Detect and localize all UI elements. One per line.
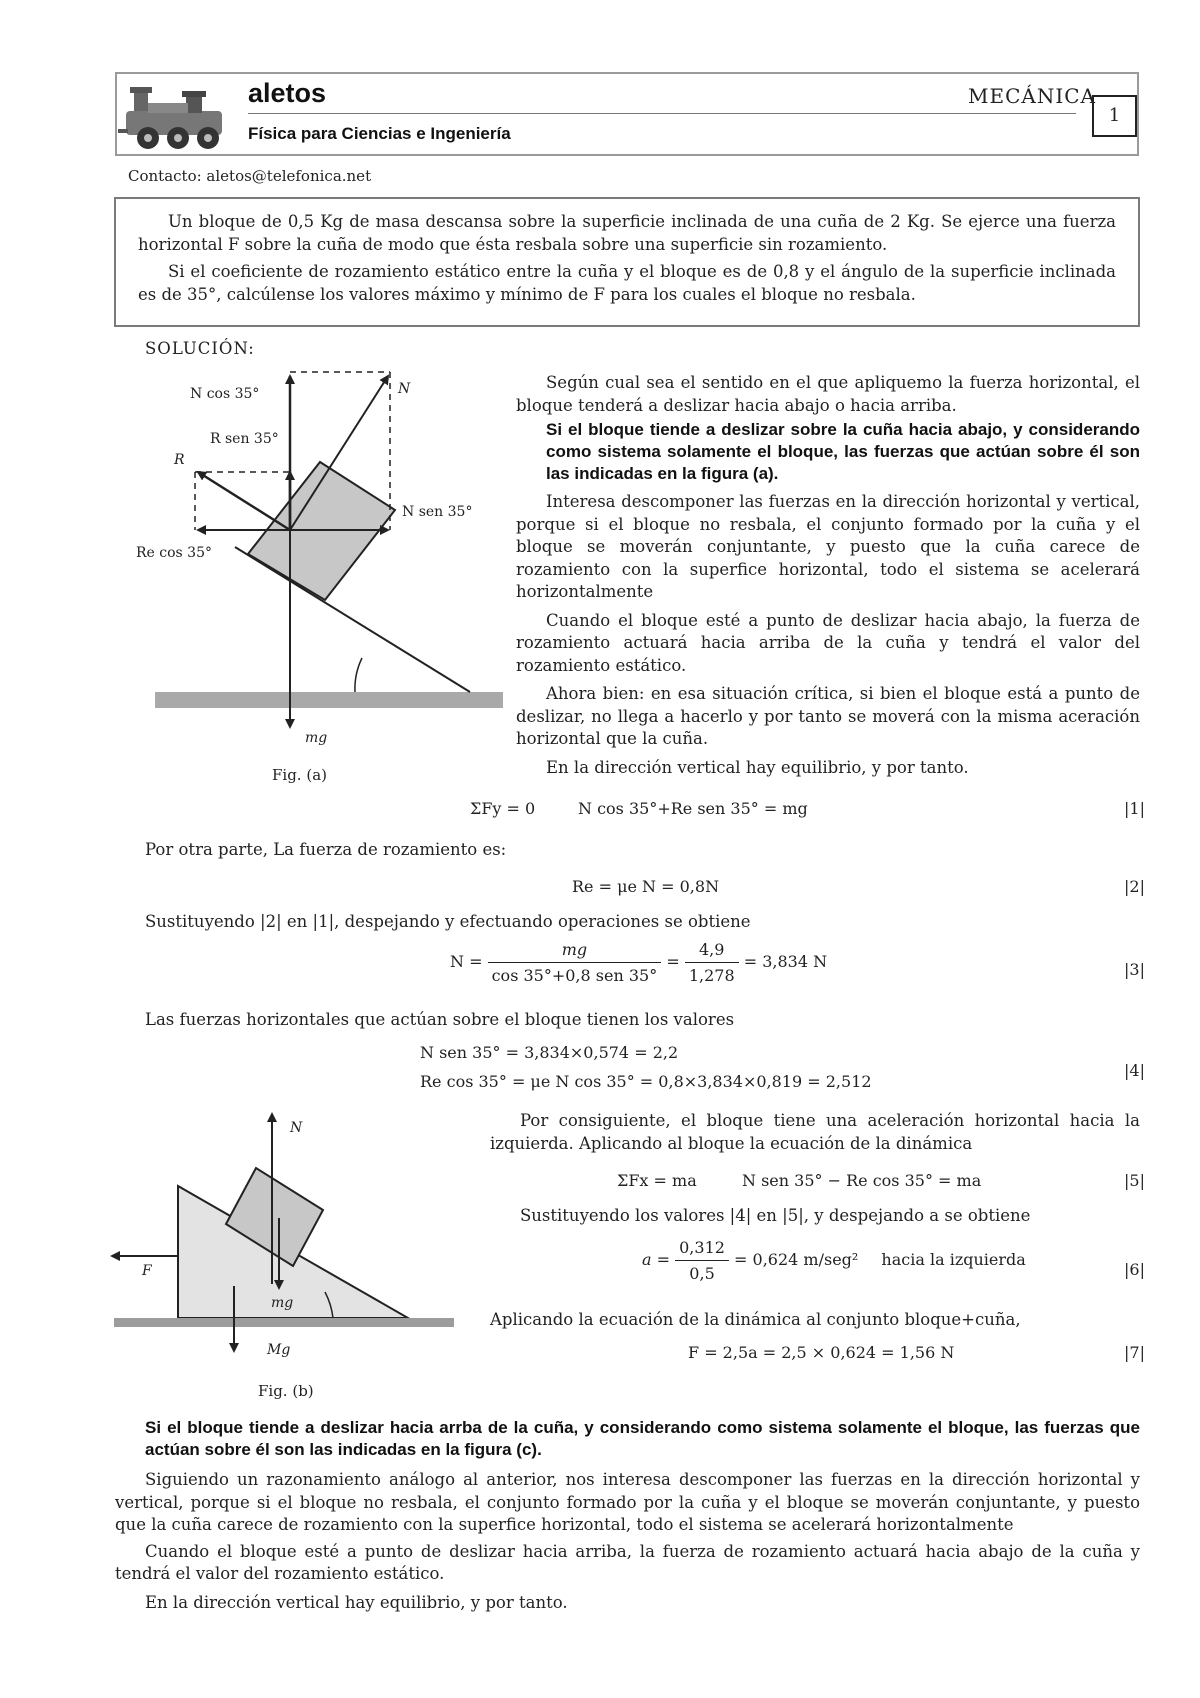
fig-a-label-mg: mg	[305, 730, 328, 746]
fig-a-label-n-cos: N cos 35°	[190, 386, 260, 402]
bottom-text	[115, 1469, 1140, 1614]
solution-paragraph-2: Interesa descomponer las fuerzas en la dirección horizontal y vertical, porque si el bloque no resbala, el conjunto formado por la cuña y el bloque se moverán conjuntante, y puesto que la cuña carece de rozamiento con la superfice horizontal, todo el sistema se acelerará horizontalmente	[516, 492, 1140, 601]
eq3-result: = 3,834 N	[743, 952, 828, 971]
eq3-fraction-1	[488, 940, 662, 985]
header-subtitle: Física para Ciencias e Ingeniería	[248, 124, 511, 143]
right-column-a	[516, 372, 1140, 779]
fig-a-label-n: N	[398, 381, 411, 397]
equation-6-number: |6|	[1124, 1260, 1145, 1279]
contact-email: Contacto: aletos@telefonica.net	[128, 167, 372, 185]
fig-a-label-re-cos: Re cos 35°	[136, 545, 212, 561]
solution-paragraph-11: Aplicando la ecuación de la dinámica al conjunto bloque+cuña,	[490, 1310, 1021, 1329]
equation-3-number: |3|	[1124, 960, 1145, 979]
eq3-numerator-2: 4,9	[685, 940, 739, 963]
solution-paragraph-5: En la dirección vertical hay equilibrio, y por tanto.	[546, 757, 969, 777]
problem-statement	[114, 197, 1140, 327]
equation-3: N = $\frac{mg}{\text{cos 35°+0,8 sen 35°}}$ = $\frac{4,9}{1,278}$ = 3,834 N	[450, 940, 828, 985]
problem-paragraph-2: Si el coeficiente de rozamiento estático entre la cuña y el bloque es de 0,8 y el ángulo de la superficie inclinada es de 35°, calcúlense los valores máximo y mínimo de F para los cuales el bloque no resbala.	[138, 262, 1116, 304]
eq3-numerator-1: mg	[488, 940, 662, 963]
fig-b-label-f: F	[142, 1263, 152, 1279]
train-logo-icon	[118, 73, 236, 153]
fig-a-label-n-sen: N sen 35°	[402, 504, 473, 520]
header-rule	[248, 113, 1076, 114]
solution-label: SOLUCIÓN:	[145, 339, 255, 358]
eq3-lhs: N =	[450, 952, 483, 971]
eq6-direction: hacia la izquierda	[881, 1250, 1026, 1269]
fig-b-label-n: N	[290, 1120, 303, 1136]
section-name: MECÁNICA	[968, 84, 1096, 108]
eq3-fraction-2	[685, 940, 739, 985]
solution-paragraph-6: Por otra parte, La fuerza de rozamiento es:	[145, 840, 507, 859]
right-column-b	[490, 1110, 1140, 1155]
solution-paragraph-8: Las fuerzas horizontales que actúan sobre el bloque tienen los valores	[145, 1010, 735, 1029]
equation-7-number: |7|	[1124, 1343, 1145, 1362]
fig-a-label-r: R	[174, 452, 185, 468]
page-number: 1	[1092, 95, 1137, 137]
solution-paragraph-3: Cuando el bloque esté a punto de deslizar hacia abajo, la fuerza de rozamiento actuará hacia arriba de la cuña y tendrá el valor del rozamiento estático.	[516, 610, 1140, 675]
equation-4-number: |4|	[1124, 1061, 1145, 1080]
fig-b-label-mg: mg	[271, 1295, 294, 1311]
solution-paragraph-4: Ahora bien: en esa situación crítica, si bien el bloque está a punto de deslizar, no llega a hacerlo y por tanto se moverá con la misma aceración horizontal que la cuña.	[516, 684, 1140, 748]
eq3-denominator-2: 1,278	[688, 966, 735, 985]
equation-1-right: N cos 35°+Re sen 35° = mg	[578, 799, 808, 818]
equation-5-number: |5|	[1124, 1171, 1145, 1190]
eq6-numerator: 0,312	[675, 1238, 729, 1261]
equation-2-number: |2|	[1124, 877, 1145, 896]
equation-4-line-2: Re cos 35° = μe N cos 35° = 0,8×3,834×0,819 = 2,512	[420, 1072, 872, 1091]
figure-b-diagram	[108, 1106, 468, 1356]
solution-paragraph-9: Por consiguiente, el bloque tiene una aceleración horizontal hacia la izquierda. Aplicando al bloque la ecuación de la dinámica	[490, 1111, 1140, 1153]
equation-1-number: |1|	[1124, 799, 1145, 818]
solution-paragraph-14: En la dirección vertical hay equilibrio, y por tanto.	[145, 1592, 568, 1612]
solution-paragraph-1: Según cual sea el sentido en el que apliquemo la fuerza horizontal, el bloque tenderá a deslizar hacia abajo o hacia arriba.	[516, 373, 1140, 415]
equation-5-right: N sen 35° − Re cos 35° = ma	[742, 1171, 982, 1190]
bottom-section	[145, 1417, 1140, 1461]
solution-paragraph-10: Sustituyendo los valores |4| en |5|, y despejando a se obtiene	[520, 1206, 1031, 1225]
fig-b-caption: Fig. (b)	[258, 1382, 314, 1400]
solution-paragraph-13: Cuando el bloque esté a punto de deslizar hacia arriba, la fuerza de rozamiento actuará hacia abajo de la cuña y tendrá el valor del rozamiento estático.	[115, 1541, 1140, 1583]
solution-paragraph-7: Sustituyendo |2| en |1|, despejando y efectuando operaciones se obtiene	[145, 912, 751, 931]
equation-5-left: ΣFx = ma	[617, 1171, 697, 1190]
equation-4-line-1: N sen 35° = 3,834×0,574 = 2,2	[420, 1043, 679, 1062]
case-up-heading: Si el bloque tiende a deslizar hacia arrba de la cuña, y considerando como sistema solamente el bloque, las fuerzas que actúan sobre él son las indicadas en la figura (c).	[145, 1418, 1140, 1459]
eq6-denominator: 0,5	[689, 1264, 715, 1283]
equation-7: F = 2,5a = 2,5 × 0,624 = 1,56 N	[688, 1343, 955, 1362]
fig-a-caption: Fig. (a)	[272, 766, 327, 784]
fig-b-label-Mg: Mg	[267, 1342, 291, 1358]
equation-6	[642, 1238, 1026, 1283]
fig-a-label-r-sen: R sen 35°	[210, 431, 279, 447]
equation-1-left: ΣFy = 0	[470, 799, 536, 818]
problem-paragraph-1: Un bloque de 0,5 Kg de masa descansa sobre la superficie inclinada de una cuña de 2 Kg. Se ejerce una fuerza horizontal F sobre la cuña de modo que ésta resbala sobre una superficie sin rozamiento.	[138, 212, 1116, 254]
case-down-heading: Si el bloque tiende a deslizar sobre la cuña hacia abajo, y considerando como sistema solamente el bloque, las fuerzas que actúan sobre él son las indicadas en la figura (a).	[546, 420, 1140, 483]
solution-paragraph-12: Siguiendo un razonamiento análogo al anterior, nos interesa descomponer las fuerzas en la dirección horizontal y vertical, porque si el bloque no resbala, el conjunto formado por la cuña y el bloque se moverán conjuntante, y puesto que la cuña carece de rozamiento con la superfice horizontal, todo el sistema se acelerará horizontalmente	[115, 1470, 1140, 1534]
eq6-lhs: a =	[642, 1250, 671, 1269]
eq6-result: = 0,624 m/seg²	[734, 1250, 859, 1269]
logo-title: aletos	[248, 78, 327, 108]
eq3-denominator-1: cos 35°+0,8 sen 35°	[491, 966, 658, 985]
eq6-fraction	[675, 1238, 729, 1283]
equation-2: Re = μe N = 0,8N	[572, 877, 720, 896]
